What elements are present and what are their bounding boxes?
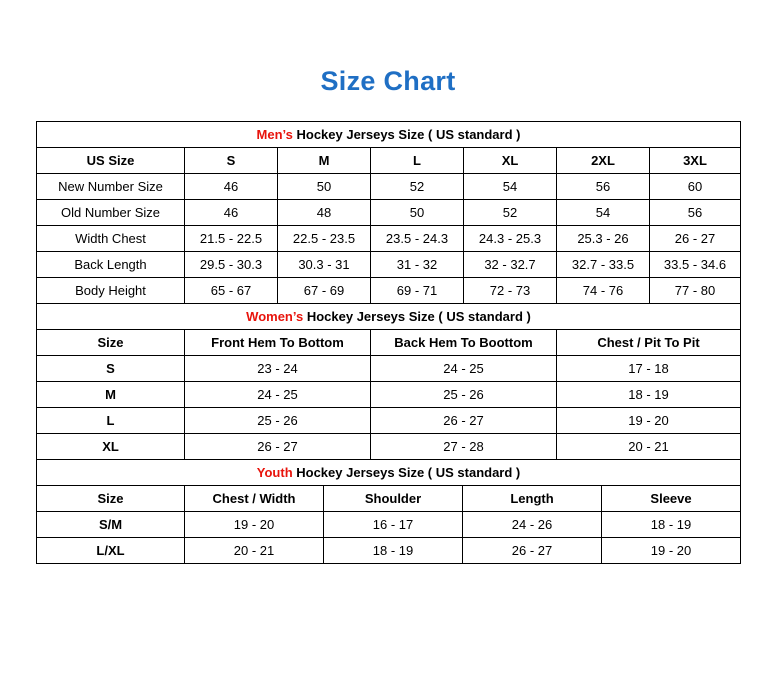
- mens-col-1: S: [185, 148, 278, 174]
- mens-row-4-val-1: 67 - 69: [278, 278, 371, 304]
- table-row: [37, 226, 741, 252]
- table-header-row: [37, 486, 741, 512]
- womens-col-3: Chest / Pit To Pit: [557, 330, 741, 356]
- youth-row-1-val-3: 19 - 20: [602, 538, 741, 564]
- table-row: [37, 408, 741, 434]
- mens-row-2-val-1: 22.5 - 23.5: [278, 226, 371, 252]
- mens-row-4-val-2: 69 - 71: [371, 278, 464, 304]
- womens-row-3-val-1: 27 - 28: [371, 434, 557, 460]
- size-chart-tables: [36, 121, 740, 564]
- mens-row-0-val-5: 60: [650, 174, 741, 200]
- mens-row-3-val-3: 32 - 32.7: [464, 252, 557, 278]
- mens-row-1-val-3: 52: [464, 200, 557, 226]
- mens-row-1-val-1: 48: [278, 200, 371, 226]
- youth-row-1-val-1: 18 - 19: [324, 538, 463, 564]
- mens-row-2-val-5: 26 - 27: [650, 226, 741, 252]
- mens-row-3-label: Back Length: [37, 252, 185, 278]
- table-row: [37, 434, 741, 460]
- womens-size-table: [36, 303, 741, 460]
- mens-row-2-val-0: 21.5 - 22.5: [185, 226, 278, 252]
- mens-col-4: XL: [464, 148, 557, 174]
- mens-row-1-label: Old Number Size: [37, 200, 185, 226]
- mens-row-4-val-3: 72 - 73: [464, 278, 557, 304]
- table-row: [37, 512, 741, 538]
- mens-row-0-val-3: 54: [464, 174, 557, 200]
- womens-row-3-val-0: 26 - 27: [185, 434, 371, 460]
- mens-row-4-val-0: 65 - 67: [185, 278, 278, 304]
- youth-col-0: Size: [37, 486, 185, 512]
- mens-row-0-val-4: 56: [557, 174, 650, 200]
- youth-heading-accent: Youth: [256, 465, 293, 480]
- mens-row-1-val-2: 50: [371, 200, 464, 226]
- mens-row-2-val-2: 23.5 - 24.3: [371, 226, 464, 252]
- mens-size-table: [36, 121, 741, 304]
- womens-row-1-label: M: [37, 382, 185, 408]
- mens-row-2-val-4: 25.3 - 26: [557, 226, 650, 252]
- womens-row-3-label: XL: [37, 434, 185, 460]
- womens-row-3-val-2: 20 - 21: [557, 434, 741, 460]
- table-header-row: [37, 330, 741, 356]
- mens-col-0: US Size: [37, 148, 185, 174]
- womens-row-0-label: S: [37, 356, 185, 382]
- youth-col-4: Sleeve: [602, 486, 741, 512]
- table-section-header-row: [37, 122, 741, 148]
- womens-col-1: Front Hem To Bottom: [185, 330, 371, 356]
- womens-row-2-val-0: 25 - 26: [185, 408, 371, 434]
- table-row: [37, 356, 741, 382]
- youth-row-1-val-2: 26 - 27: [463, 538, 602, 564]
- youth-section-heading: [37, 460, 741, 486]
- mens-row-2-val-3: 24.3 - 25.3: [464, 226, 557, 252]
- mens-row-4-val-5: 77 - 80: [650, 278, 741, 304]
- youth-size-table: [36, 459, 741, 564]
- womens-row-2-val-2: 19 - 20: [557, 408, 741, 434]
- womens-row-1-val-2: 18 - 19: [557, 382, 741, 408]
- mens-row-2-label: Width Chest: [37, 226, 185, 252]
- youth-row-0-label: S/M: [37, 512, 185, 538]
- mens-row-3-val-4: 32.7 - 33.5: [557, 252, 650, 278]
- mens-row-1-val-0: 46: [185, 200, 278, 226]
- mens-row-4-label: Body Height: [37, 278, 185, 304]
- youth-heading-rest: Hockey Jerseys Size ( US standard ): [292, 465, 521, 480]
- mens-row-3-val-5: 33.5 - 34.6: [650, 252, 741, 278]
- table-row: [37, 252, 741, 278]
- mens-row-1-val-4: 54: [557, 200, 650, 226]
- mens-row-3-val-2: 31 - 32: [371, 252, 464, 278]
- table-row: [37, 538, 741, 564]
- womens-row-0-val-0: 23 - 24: [185, 356, 371, 382]
- mens-row-0-val-2: 52: [371, 174, 464, 200]
- youth-row-1-label: L/XL: [37, 538, 185, 564]
- womens-heading-rest: Hockey Jerseys Size ( US standard ): [303, 309, 531, 324]
- table-row: [37, 200, 741, 226]
- mens-row-3-val-0: 29.5 - 30.3: [185, 252, 278, 278]
- womens-row-1-val-0: 24 - 25: [185, 382, 371, 408]
- table-row: [37, 174, 741, 200]
- mens-col-2: M: [278, 148, 371, 174]
- womens-row-2-val-1: 26 - 27: [371, 408, 557, 434]
- table-section-header-row: [37, 460, 741, 486]
- table-header-row: [37, 148, 741, 174]
- womens-row-0-val-1: 24 - 25: [371, 356, 557, 382]
- mens-row-0-label: New Number Size: [37, 174, 185, 200]
- youth-col-3: Length: [463, 486, 602, 512]
- youth-col-1: Chest / Width: [185, 486, 324, 512]
- womens-row-2-label: L: [37, 408, 185, 434]
- youth-row-0-val-2: 24 - 26: [463, 512, 602, 538]
- mens-col-5: 2XL: [557, 148, 650, 174]
- mens-col-6: 3XL: [650, 148, 741, 174]
- mens-row-1-val-5: 56: [650, 200, 741, 226]
- womens-row-1-val-1: 25 - 26: [371, 382, 557, 408]
- youth-row-0-val-3: 18 - 19: [602, 512, 741, 538]
- mens-row-0-val-1: 50: [278, 174, 371, 200]
- mens-heading-accent: Men’s: [256, 127, 293, 142]
- mens-heading-rest: Hockey Jerseys Size ( US standard ): [292, 127, 521, 142]
- youth-row-0-val-0: 19 - 20: [185, 512, 324, 538]
- table-section-header-row: [37, 304, 741, 330]
- mens-section-heading: [37, 122, 741, 148]
- table-row: [37, 278, 741, 304]
- womens-row-0-val-2: 17 - 18: [557, 356, 741, 382]
- youth-row-1-val-0: 20 - 21: [185, 538, 324, 564]
- womens-section-heading: [37, 304, 741, 330]
- table-row: [37, 382, 741, 408]
- mens-row-3-val-1: 30.3 - 31: [278, 252, 371, 278]
- womens-col-0: Size: [37, 330, 185, 356]
- youth-row-0-val-1: 16 - 17: [324, 512, 463, 538]
- page-title: Size Chart: [320, 66, 456, 96]
- mens-col-3: L: [371, 148, 464, 174]
- mens-row-0-val-0: 46: [185, 174, 278, 200]
- womens-col-2: Back Hem To Boottom: [371, 330, 557, 356]
- youth-col-2: Shoulder: [324, 486, 463, 512]
- womens-heading-accent: Women’s: [246, 309, 304, 324]
- mens-row-4-val-4: 74 - 76: [557, 278, 650, 304]
